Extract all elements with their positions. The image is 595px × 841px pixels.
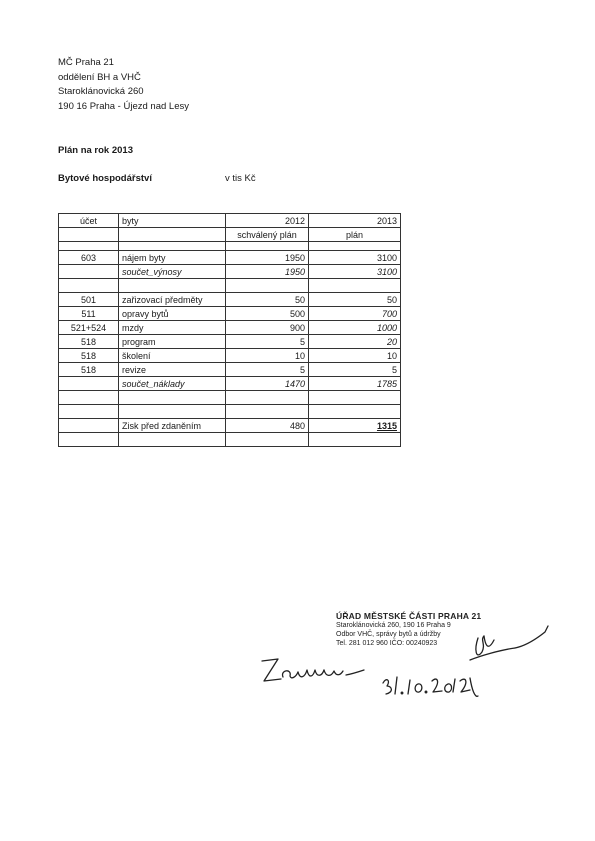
cell-2012: 1950 — [226, 265, 309, 279]
cell-2012: 10 — [226, 349, 309, 363]
cell-2013: 50 — [309, 293, 401, 307]
cell-label: Zisk před zdaněním — [119, 419, 226, 433]
cell-2013: 3100 — [309, 251, 401, 265]
section-title: Bytové hospodářství — [58, 173, 152, 184]
cell-2012: 1470 — [226, 377, 309, 391]
cell-account: 518 — [59, 363, 119, 377]
cell-2013: 5 — [309, 363, 401, 377]
cell-2012: 1950 — [226, 251, 309, 265]
address-line: oddělení BH a VHČ — [58, 71, 141, 83]
cell-account: 603 — [59, 251, 119, 265]
address-line: MČ Praha 21 — [58, 57, 114, 68]
cell-label: součet_náklady — [119, 377, 226, 391]
stamp-line: Staroklánovická 260, 190 16 Praha 9 — [336, 622, 451, 629]
cell-account: 521+524 — [59, 321, 119, 335]
cell-label: součet_výnosy — [119, 265, 226, 279]
cell-account: 511 — [59, 307, 119, 321]
cell-2012: 900 — [226, 321, 309, 335]
cell-label: zařizovací předměty — [119, 293, 226, 307]
cell-account: 518 — [59, 349, 119, 363]
header-item: byty — [119, 214, 226, 228]
stamp-line: Odbor VHČ, správy bytů a údržby — [336, 631, 441, 638]
stamp-line: Tel. 281 012 960 IČO: 00240923 — [336, 640, 438, 647]
header-year-2013: 2013 — [309, 214, 401, 228]
cell-2013: 1315 — [309, 419, 401, 433]
cell-2012: 480 — [226, 419, 309, 433]
cell-label: program — [119, 335, 226, 349]
cell-2013: 3100 — [309, 265, 401, 279]
subheader-2013: plán — [309, 228, 401, 242]
cell-2013: 10 — [309, 349, 401, 363]
subheader-2012: schválený plán — [226, 228, 309, 242]
cell-label: opravy bytů — [119, 307, 226, 321]
address-line: 190 16 Praha - Újezd nad Lesy — [58, 100, 189, 112]
cell-account: 518 — [59, 335, 119, 349]
cell-account: 501 — [59, 293, 119, 307]
plan-title: Plán na rok 2013 — [58, 145, 133, 156]
header-account: účet — [59, 214, 119, 228]
cell-label: mzdy — [119, 321, 226, 335]
header-year-2012: 2012 — [226, 214, 309, 228]
cell-2012: 50 — [226, 293, 309, 307]
cell-label: školení — [119, 349, 226, 363]
address-line: Staroklánovická 260 — [58, 86, 144, 97]
cell-2013: 700 — [309, 307, 401, 321]
cell-2013: 1000 — [309, 321, 401, 335]
stamp-title: ÚŘAD MĚSTSKÉ ČÁSTI PRAHA 21 — [336, 611, 482, 621]
unit-label: v tis Kč — [225, 173, 256, 184]
cell-2012: 5 — [226, 335, 309, 349]
cell-label: revize — [119, 363, 226, 377]
cell-2013: 1785 — [309, 377, 401, 391]
cell-2012: 500 — [226, 307, 309, 321]
cell-label: nájem byty — [119, 251, 226, 265]
cell-2012: 5 — [226, 363, 309, 377]
cell-2013: 20 — [309, 335, 401, 349]
